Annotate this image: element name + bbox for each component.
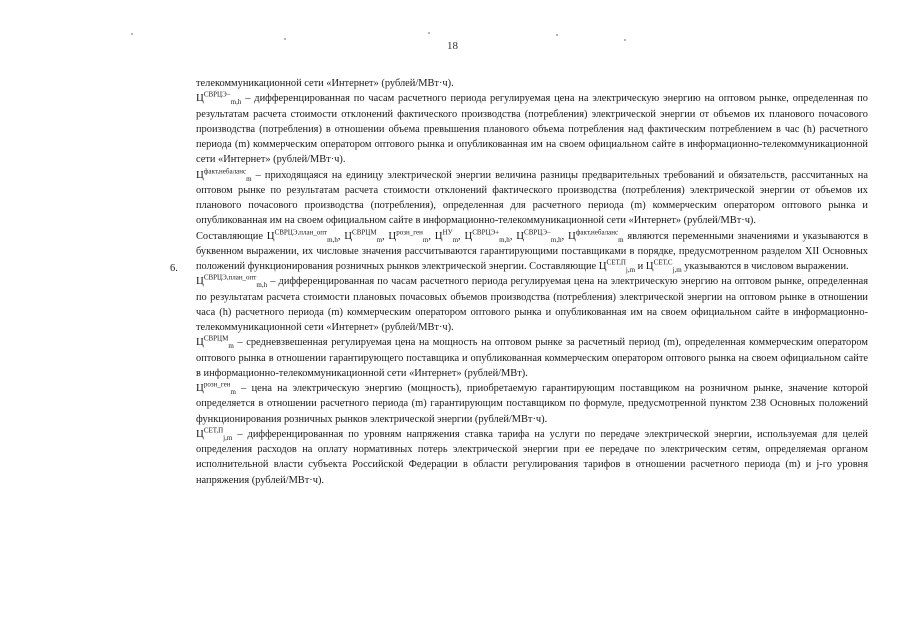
definition-text: – средневзвешенная регулируемая цена на мощность на оптовом рынке за расчетный период (m), определенная коммерческим оператором оптового рынка в отношении гарантирующего поставщика и опубликованная коммерческим оператором оптового рынка на своем официальном сайте в информационно-телекоммуникационной сети «Интернет» (рублей/МВт). xyxy=(196,337,868,379)
formula-symbol: $Ц^{факт,небаланс}_m$ xyxy=(196,166,252,183)
definition-paragraph xyxy=(196,381,868,427)
continuation-line: телекоммуникационной сети «Интернет» (рублей/МВт·ч). xyxy=(196,78,454,89)
definition-paragraph xyxy=(196,335,868,381)
scan-speck xyxy=(556,34,558,36)
formula-symbol: $Ц^{СВРЦЭ,план\_опт}_{m,h}$ xyxy=(266,227,338,244)
definition-text: – дифференцированная по уровням напряжения ставка тарифа на услуги по передаче электрической энергии, используемая для целей определения расходов на оплату нормативных потерь электрической энергии при ее передаче по электрическим сетям, определяемая органом исполнительной власти субъекта Российской Федерации в области регулирования тарифов в отношении расчетного периода (m) и j-го уровня напряжения (рублей/МВт·ч). xyxy=(196,428,868,486)
formula-symbol: $Ц^{СВРЦЭ,план\_опт}_{m,h}$ xyxy=(196,273,268,290)
formula-symbol: $Ц^{СВРЦЭ-}_{m,h}$ xyxy=(516,227,562,244)
definition-paragraph xyxy=(196,427,868,488)
definition-text: – цена на электрическую энергию (мощность), приобретаемую гарантирующим поставщиком на розничном рынке, значение которой определяется в отношении расчетного периода (m) гарантирующим поставщиком по формуле, предусмотренной пунктом 238 Основных положений функционирования розничных рынков электрической энергии (рублей/МВт·ч). xyxy=(196,383,868,425)
document-body xyxy=(196,76,868,488)
scan-speck xyxy=(131,33,133,35)
definition-paragraph xyxy=(196,274,868,335)
formula-symbol: $Ц^{СВРЦМ}_m$ xyxy=(344,227,383,244)
item-number: 6. xyxy=(170,263,178,274)
definition-paragraph xyxy=(196,91,868,167)
item-6-paragraph: Составляющие $Ц^{СВРЦЭ,план\_опт}_{m,h}$, $Ц^{СВРЦМ}_m$, $Ц^{розн\_ген}_m$, $Ц^{НУ}_m$, $Ц^{СВРЦЭ+}_{m,h}$, $Ц^{СВРЦЭ-}_{m,h}$, $Ц^{факт,небаланс}_m$ являются переменными значениями и указываются в буквенном выражении, их числовые значения рассчитываются гарантирующими поставщиками в порядке, предусмотренном разделом XII Основных положений функционирования розничных рынков электрической энергии. Составляющие $Ц^{СЕТ,П}_{j,m}$ и $Ц^{СЕТ,С}_{j,m}$ указываются в числовом выражении. xyxy=(196,227,868,275)
formula-symbol: $Ц^{СВРЦМ}_m$ xyxy=(196,334,234,351)
formula-symbol: $Ц^{СВРЦЭ-}_{m,h}$ xyxy=(196,90,242,107)
scan-speck xyxy=(428,32,430,34)
definition-text: – приходящаяся на единицу электрической энергии величина разницы предварительных требований и обязательств, рассчитанных на оптовом рынке по результатам расчета стоимости отклонений фактического производства (потребления) электрической энергии от объемов их планового почасового производства (потребления), определенная для расчетного периода (m) коммерческим оператором оптового рынка и опубликованная им на своем официальном сайте в информационно-телекоммуникационной сети «Интернет» (рублей/МВт·ч). xyxy=(196,169,868,227)
formula-symbol: $Ц^{СЕТ,П}_{j,m}$ xyxy=(598,258,636,275)
definition-text: – дифференцированная по часам расчетного периода регулируемая цена на электрическую энергию на оптовом рынке, определенная по результатам расчета стоимости плановых почасовых объемов производства (потребления) электрической энергии на оптовом рынке в отношении часа (h) расчетного периода (m) коммерческим оператором оптового рынка и опубликованная им на своем официальном сайте в информационно-телекоммуникационной сети «Интернет» (рублей/МВт·ч). xyxy=(196,276,868,333)
formula-symbol: $Ц^{СЕТ,П}_{j,m}$ xyxy=(196,426,233,442)
formula-symbol: $Ц^{НУ}_m$ xyxy=(434,227,459,244)
formula-symbol: $Ц^{СЕТ,С}_{j,m}$ xyxy=(645,258,682,275)
formula-symbol: $Ц^{розн\_ген}_m$ xyxy=(388,227,429,244)
definition-paragraph xyxy=(196,168,868,229)
page-number: 18 xyxy=(447,40,458,52)
formula-symbol: $Ц^{СВРЦЭ+}_{m,h}$ xyxy=(464,227,510,244)
definition-text: – дифференцированная по часам расчетного периода регулируемая цена на электрическую энергию на оптовом рынке, определенная по результатам расчета стоимости отклонений фактического производства (потребления) электрической энергии от объемов их планового почасового производства (потребления) в отношении объема превышения планового объема потребления над фактическим потреблением в час (h) расчетного периода (m) коммерческим оператором оптового рынка и опубликованная им на своем официальном сайте в информационно-телекоммуникационной сети «Интернет» (рублей/МВт·ч). xyxy=(196,93,868,166)
formula-symbol: $Ц^{факт,небаланс}_m$ xyxy=(568,227,624,244)
formula-symbol: $Ц^{розн\_ген}_m$ xyxy=(196,380,236,397)
